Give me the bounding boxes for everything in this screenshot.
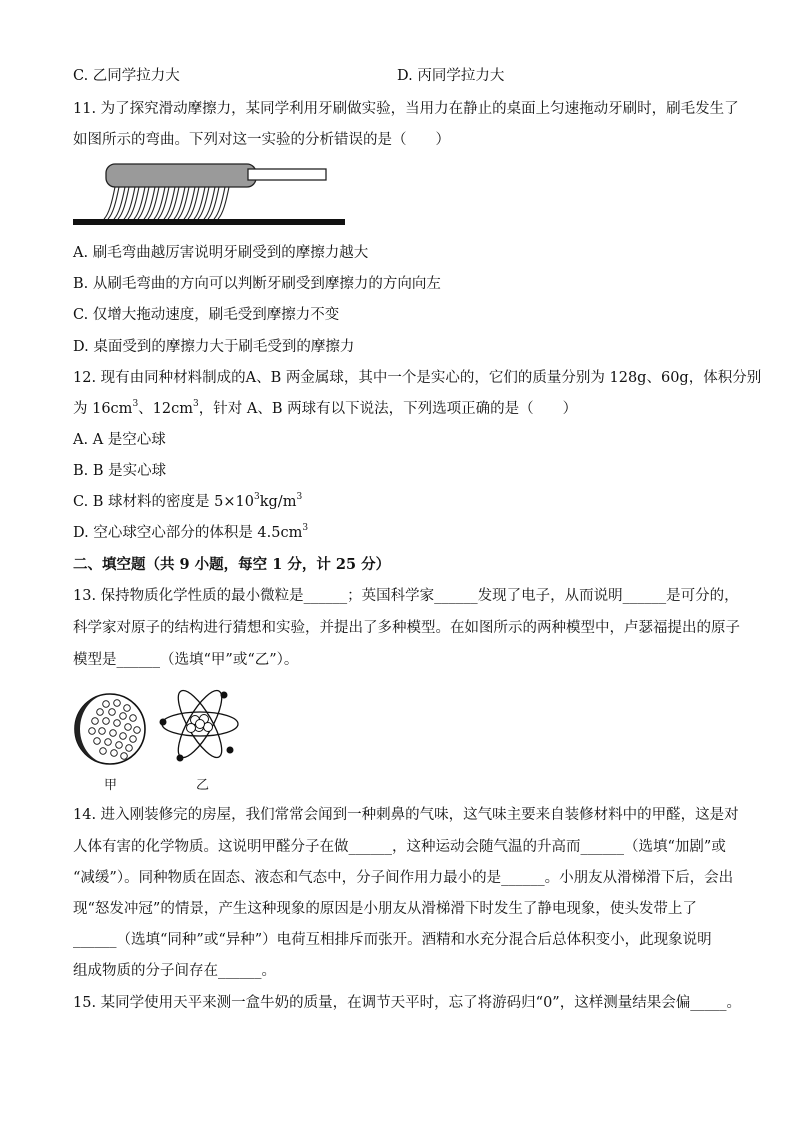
q14-line5: ______（选填“同种”或“异种”）电荷互相排斥而张开。酒精和水充分混合后总体积变小，此现象说明 [73, 932, 712, 948]
electron-dot [124, 705, 131, 712]
q12-option-b: B. B 是实心球 [73, 463, 167, 479]
electron-dot [103, 701, 110, 708]
electron-dot [97, 709, 104, 716]
q11-option-b: B. 从刷毛弯曲的方向可以判断牙刷受到摩擦力的方向向左 [73, 276, 441, 292]
atom-model-yi-figure [158, 682, 242, 766]
q12-stem-line2: 为 $16cm^3$、$12cm^3$，针对 A、B 两球有以下说法，下列选项正确的是（ ） [73, 399, 578, 417]
electron-dot [110, 730, 117, 737]
q12-option-c: C. B 球材料的密度是 $5\times 10^3kg/m^3$ [73, 492, 303, 510]
q11-stem-line1: 11. 为了探究滑动摩擦力，某同学利用牙刷做实验，当用力在静止的桌面上匀速拖动牙刷时，刷毛发生了 [73, 101, 739, 117]
electron-dot [120, 713, 127, 720]
q13-line1: 13. 保持物质化学性质的最小微粒是______；英国科学家______发现了电子，从而说明______是可分的， [73, 588, 739, 604]
electron-dot [114, 700, 121, 707]
electron-dot [109, 709, 116, 716]
caption-jia: 甲 [104, 778, 118, 793]
q15-line1: 15. 某同学使用天平来测一盒牛奶的质量，在调节天平时，忘了将游码归“0”，这样测量结果会偏_____。 [73, 995, 741, 1011]
q10-option-c: C. 乙同学拉力大 [73, 68, 180, 84]
electron-dot [121, 753, 128, 760]
electron-dot [99, 728, 106, 735]
q14-line4: 现“怒发冲冠”的情景，产生这种现象的原因是小朋友从滑梯滑下时发生了静电现象，使头发带上了 [73, 901, 697, 917]
electron-dot [89, 728, 96, 735]
q12-option-d: D. 空心球空心部分的体积是 $4.5cm^3$ [73, 523, 309, 541]
bristle [214, 187, 229, 219]
q14-line3: “减缓”）。同种物质在固态、液态和气态中，分子间作用力最小的是______。小朋友从滑梯滑下后，会出 [73, 870, 734, 886]
q14-line6: 组成物质的分子间存在______。 [73, 963, 276, 979]
q13-line3: 模型是______（选填“甲”或“乙”）。 [73, 652, 299, 668]
section-heading-fill-in: 二、填空题（共 9 小题，每空 1 分，计 25 分） [73, 556, 391, 573]
electron-dot [92, 718, 99, 725]
electron-dot [116, 742, 123, 749]
electron-dot [125, 724, 132, 731]
electron-dot [114, 720, 121, 727]
electron-dot [103, 718, 110, 725]
q11-option-a: A. 刷毛弯曲越厉害说明牙刷受到的摩擦力越大 [73, 245, 369, 261]
q12-stem-line1: 12. 现有由同种材料制成的A、B 两金属球，其中一个是实心的，它们的质量分别为 128g、60g，体积分别 [73, 370, 762, 386]
electron-dot [100, 748, 107, 755]
electron-dot [126, 745, 133, 752]
electron-dot [130, 715, 137, 722]
q14-line1: 14. 进入刚装修完的房屋，我们常常会闻到一种刺鼻的气味，这气味主要来自装修材料中的甲醛，这是对 [73, 807, 739, 823]
q12-option-a: A. A 是空心球 [73, 432, 166, 448]
q11-option-d: D. 桌面受到的摩擦力大于刷毛受到的摩擦力 [73, 339, 355, 355]
q10-option-d: D. 丙同学拉力大 [397, 68, 505, 84]
atom-model-jia-figure [70, 690, 152, 770]
toothbrush-figure [70, 160, 350, 230]
electron-dot [120, 733, 127, 740]
q11-stem-line2: 如图所示的弯曲。下列对这一实验的分析错误的是（ ） [73, 132, 450, 148]
electron-dot [134, 727, 141, 734]
q13-line2: 科学家对原子的结构进行猜想和实验，并提出了多种模型。在如图所示的两种模型中，卢瑟福提出的原子 [73, 620, 740, 636]
electron-dot [94, 738, 101, 745]
q14-line2: 人体有害的化学物质。这说明甲醛分子在做______，这种运动会随气温的升高而______（选填“加剧”或 [73, 839, 726, 855]
electron-dot [111, 750, 118, 757]
q11-option-c: C. 仅增大拖动速度，刷毛受到摩擦力不变 [73, 307, 340, 323]
electron-dot [130, 736, 137, 743]
electron-dot [105, 739, 112, 746]
caption-yi: 乙 [196, 778, 210, 793]
